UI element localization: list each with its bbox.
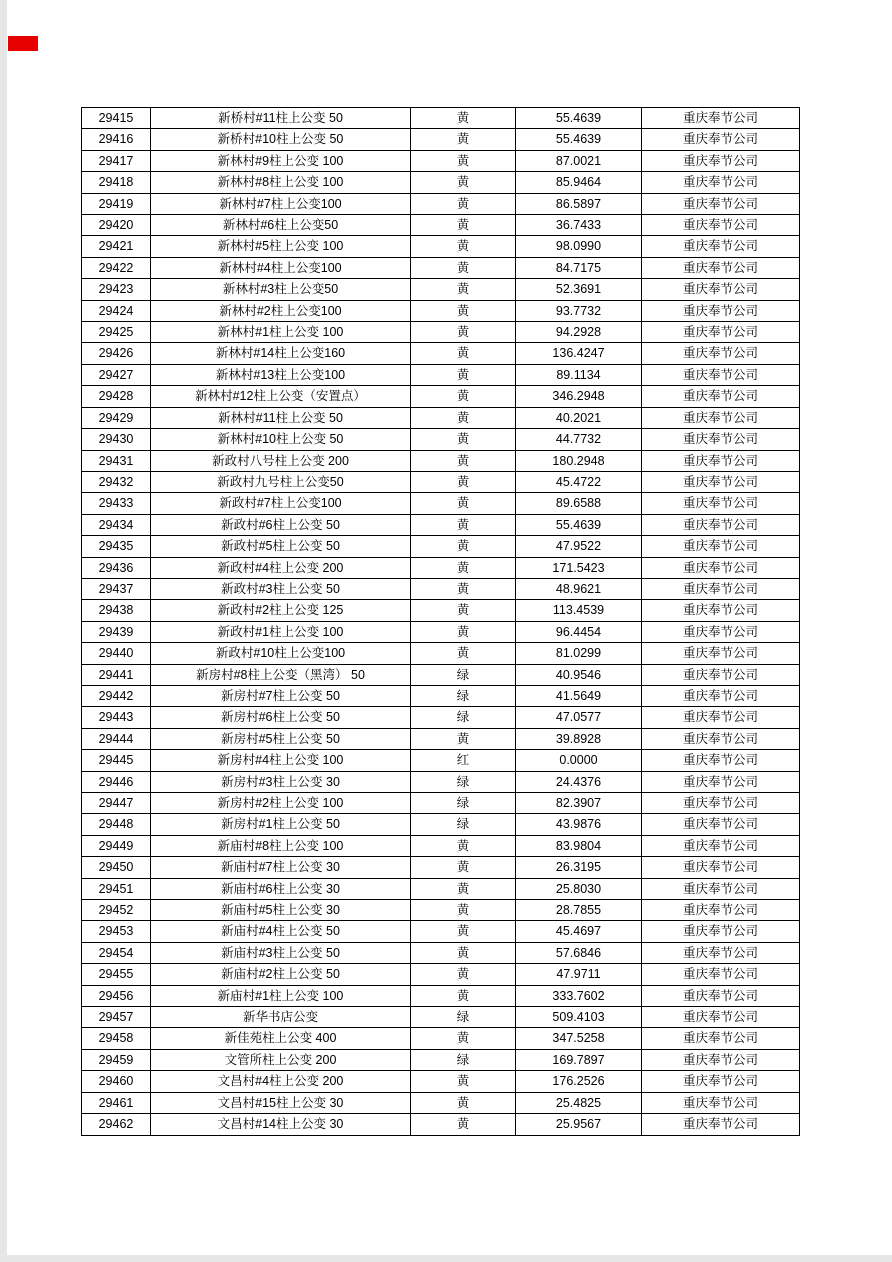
cell-id: 29415 [82,108,151,129]
cell-value: 25.8030 [516,878,642,899]
cell-id: 29431 [82,450,151,471]
cell-status: 黄 [411,728,516,749]
cell-name: 新政村#3柱上公变 50 [151,578,411,599]
cell-status: 黄 [411,257,516,278]
cell-id: 29443 [82,707,151,728]
cell-id: 29447 [82,793,151,814]
cell-name: 新林村#12柱上公变（安置点） [151,386,411,407]
cell-status: 黄 [411,964,516,985]
table-row [82,878,800,899]
table-row [82,300,800,321]
cell-value: 94.2928 [516,322,642,343]
cell-id: 29444 [82,728,151,749]
cell-value: 40.9546 [516,664,642,685]
cell-company: 重庆奉节公司 [642,1114,800,1135]
cell-company: 重庆奉节公司 [642,257,800,278]
cell-company: 重庆奉节公司 [642,557,800,578]
cell-id: 29450 [82,857,151,878]
cell-value: 57.6846 [516,942,642,963]
cell-status: 黄 [411,150,516,171]
cell-company: 重庆奉节公司 [642,985,800,1006]
cell-name: 新政村九号柱上公变50 [151,471,411,492]
cell-status: 黄 [411,1028,516,1049]
cell-status: 绿 [411,771,516,792]
cell-status: 黄 [411,643,516,664]
cell-value: 44.7732 [516,429,642,450]
cell-value: 28.7855 [516,900,642,921]
cell-name: 新房村#7柱上公变 50 [151,685,411,706]
cell-id: 29420 [82,215,151,236]
cell-company: 重庆奉节公司 [642,364,800,385]
cell-id: 29419 [82,193,151,214]
cell-value: 24.4376 [516,771,642,792]
cell-company: 重庆奉节公司 [642,921,800,942]
cell-name: 新房村#4柱上公变 100 [151,750,411,771]
cell-value: 55.4639 [516,514,642,535]
cell-value: 89.1134 [516,364,642,385]
cell-company: 重庆奉节公司 [642,536,800,557]
cell-id: 29432 [82,471,151,492]
cell-id: 29449 [82,835,151,856]
cell-value: 39.8928 [516,728,642,749]
cell-id: 29435 [82,536,151,557]
table-row [82,771,800,792]
cell-company: 重庆奉节公司 [642,236,800,257]
cell-status: 黄 [411,236,516,257]
cell-value: 346.2948 [516,386,642,407]
cell-name: 新林村#13柱上公变100 [151,364,411,385]
table-row [82,643,800,664]
cell-value: 96.4454 [516,621,642,642]
cell-name: 新桥村#11柱上公变 50 [151,108,411,129]
cell-name: 新庙村#1柱上公变 100 [151,985,411,1006]
cell-status: 黄 [411,343,516,364]
cell-company: 重庆奉节公司 [642,129,800,150]
cell-value: 85.9464 [516,172,642,193]
cell-value: 347.5258 [516,1028,642,1049]
cell-status: 黄 [411,471,516,492]
cell-value: 43.9876 [516,814,642,835]
cell-value: 113.4539 [516,600,642,621]
cell-value: 87.0021 [516,150,642,171]
table-row [82,557,800,578]
cell-status: 黄 [411,578,516,599]
cell-value: 55.4639 [516,108,642,129]
table-row [82,257,800,278]
cell-value: 45.4722 [516,471,642,492]
cell-id: 29416 [82,129,151,150]
cell-name: 新林村#1柱上公变 100 [151,322,411,343]
cell-company: 重庆奉节公司 [642,835,800,856]
table-row [82,985,800,1006]
cell-status: 绿 [411,1049,516,1070]
table-row [82,1028,800,1049]
cell-id: 29458 [82,1028,151,1049]
cell-company: 重庆奉节公司 [642,1049,800,1070]
table-row [82,236,800,257]
cell-status: 黄 [411,386,516,407]
cell-value: 86.5897 [516,193,642,214]
cell-value: 47.0577 [516,707,642,728]
cell-status: 黄 [411,279,516,300]
cell-status: 绿 [411,685,516,706]
cell-company: 重庆奉节公司 [642,793,800,814]
cell-status: 黄 [411,900,516,921]
cell-id: 29433 [82,493,151,514]
cell-value: 82.3907 [516,793,642,814]
cell-id: 29446 [82,771,151,792]
cell-value: 41.5649 [516,685,642,706]
cell-status: 绿 [411,664,516,685]
cell-company: 重庆奉节公司 [642,643,800,664]
cell-name: 新政村#1柱上公变 100 [151,621,411,642]
table-row [82,364,800,385]
cell-company: 重庆奉节公司 [642,450,800,471]
cell-company: 重庆奉节公司 [642,150,800,171]
cell-company: 重庆奉节公司 [642,900,800,921]
cell-name: 新房村#5柱上公变 50 [151,728,411,749]
table-row [82,129,800,150]
cell-name: 新政村#6柱上公变 50 [151,514,411,535]
table-row [82,343,800,364]
cell-status: 黄 [411,1092,516,1113]
table-row [82,536,800,557]
cell-name: 新政村#4柱上公变 200 [151,557,411,578]
cell-id: 29429 [82,407,151,428]
cell-company: 重庆奉节公司 [642,664,800,685]
cell-id: 29427 [82,364,151,385]
cell-value: 176.2526 [516,1071,642,1092]
cell-company: 重庆奉节公司 [642,771,800,792]
cell-company: 重庆奉节公司 [642,386,800,407]
cell-value: 81.0299 [516,643,642,664]
cell-id: 29460 [82,1071,151,1092]
cell-id: 29456 [82,985,151,1006]
cell-value: 48.9621 [516,578,642,599]
table-row [82,921,800,942]
cell-value: 45.4697 [516,921,642,942]
cell-id: 29434 [82,514,151,535]
cell-value: 169.7897 [516,1049,642,1070]
cell-status: 黄 [411,514,516,535]
cell-value: 25.4825 [516,1092,642,1113]
cell-status: 黄 [411,1114,516,1135]
cell-company: 重庆奉节公司 [642,471,800,492]
cell-status: 黄 [411,364,516,385]
cell-company: 重庆奉节公司 [642,215,800,236]
cell-id: 29441 [82,664,151,685]
cell-status: 红 [411,750,516,771]
cell-id: 29437 [82,578,151,599]
cell-company: 重庆奉节公司 [642,685,800,706]
cell-status: 黄 [411,193,516,214]
table-row [82,793,800,814]
cell-name: 文昌村#14柱上公变 30 [151,1114,411,1135]
table-row [82,493,800,514]
table-row [82,835,800,856]
cell-status: 黄 [411,985,516,1006]
cell-value: 136.4247 [516,343,642,364]
cell-value: 171.5423 [516,557,642,578]
cell-company: 重庆奉节公司 [642,878,800,899]
cell-value: 47.9711 [516,964,642,985]
table-row [82,279,800,300]
cell-id: 29455 [82,964,151,985]
table-row [82,664,800,685]
cell-value: 89.6588 [516,493,642,514]
cell-status: 绿 [411,707,516,728]
cell-name: 新林村#6柱上公变50 [151,215,411,236]
cell-id: 29423 [82,279,151,300]
cell-company: 重庆奉节公司 [642,728,800,749]
cell-name: 新庙村#5柱上公变 30 [151,900,411,921]
cell-status: 黄 [411,536,516,557]
table-row [82,429,800,450]
cell-company: 重庆奉节公司 [642,857,800,878]
red-marker [8,36,38,51]
cell-status: 黄 [411,172,516,193]
cell-company: 重庆奉节公司 [642,300,800,321]
cell-company: 重庆奉节公司 [642,964,800,985]
cell-value: 36.7433 [516,215,642,236]
cell-id: 29448 [82,814,151,835]
cell-status: 绿 [411,793,516,814]
cell-company: 重庆奉节公司 [642,514,800,535]
table-row [82,857,800,878]
cell-company: 重庆奉节公司 [642,493,800,514]
cell-value: 84.7175 [516,257,642,278]
table-row [82,193,800,214]
cell-value: 0.0000 [516,750,642,771]
cell-status: 黄 [411,322,516,343]
cell-value: 93.7732 [516,300,642,321]
cell-name: 新庙村#4柱上公变 50 [151,921,411,942]
cell-name: 新庙村#3柱上公变 50 [151,942,411,963]
cell-company: 重庆奉节公司 [642,1092,800,1113]
cell-status: 黄 [411,835,516,856]
cell-value: 26.3195 [516,857,642,878]
cell-company: 重庆奉节公司 [642,1007,800,1028]
cell-name: 新房村#8柱上公变（黑湾） 50 [151,664,411,685]
table-row [82,471,800,492]
cell-name: 新政村#7柱上公变100 [151,493,411,514]
cell-status: 黄 [411,857,516,878]
cell-id: 29425 [82,322,151,343]
table-row [82,215,800,236]
cell-company: 重庆奉节公司 [642,750,800,771]
table-row [82,322,800,343]
cell-name: 新林村#4柱上公变100 [151,257,411,278]
table-row [82,942,800,963]
table-row [82,600,800,621]
cell-company: 重庆奉节公司 [642,578,800,599]
cell-name: 新庙村#6柱上公变 30 [151,878,411,899]
cell-company: 重庆奉节公司 [642,407,800,428]
table-row [82,450,800,471]
cell-id: 29445 [82,750,151,771]
cell-status: 黄 [411,129,516,150]
cell-id: 29457 [82,1007,151,1028]
cell-value: 52.3691 [516,279,642,300]
cell-value: 40.2021 [516,407,642,428]
cell-id: 29461 [82,1092,151,1113]
table-row [82,900,800,921]
cell-id: 29454 [82,942,151,963]
cell-status: 黄 [411,300,516,321]
cell-company: 重庆奉节公司 [642,1071,800,1092]
cell-name: 新房村#1柱上公变 50 [151,814,411,835]
cell-id: 29430 [82,429,151,450]
cell-company: 重庆奉节公司 [642,279,800,300]
cell-id: 29442 [82,685,151,706]
cell-status: 黄 [411,108,516,129]
cell-value: 509.4103 [516,1007,642,1028]
cell-name: 新林村#11柱上公变 50 [151,407,411,428]
cell-id: 29451 [82,878,151,899]
cell-id: 29424 [82,300,151,321]
transformer-table-body [82,108,800,1136]
cell-company: 重庆奉节公司 [642,814,800,835]
cell-name: 新林村#7柱上公变100 [151,193,411,214]
cell-id: 29417 [82,150,151,171]
cell-id: 29453 [82,921,151,942]
cell-id: 29418 [82,172,151,193]
cell-name: 新林村#14柱上公变160 [151,343,411,364]
cell-id: 29440 [82,643,151,664]
table-row [82,108,800,129]
table-row [82,150,800,171]
cell-name: 新华书店公变 [151,1007,411,1028]
cell-name: 新政村#5柱上公变 50 [151,536,411,557]
cell-name: 新庙村#7柱上公变 30 [151,857,411,878]
table-row [82,707,800,728]
cell-status: 黄 [411,942,516,963]
cell-status: 黄 [411,557,516,578]
cell-name: 新房村#6柱上公变 50 [151,707,411,728]
cell-status: 黄 [411,450,516,471]
cell-name: 新林村#9柱上公变 100 [151,150,411,171]
cell-company: 重庆奉节公司 [642,343,800,364]
cell-status: 黄 [411,493,516,514]
cell-value: 180.2948 [516,450,642,471]
cell-company: 重庆奉节公司 [642,322,800,343]
table-row [82,1071,800,1092]
cell-name: 新林村#3柱上公变50 [151,279,411,300]
table-row [82,685,800,706]
cell-id: 29422 [82,257,151,278]
table-row [82,1114,800,1135]
cell-id: 29428 [82,386,151,407]
cell-name: 新佳苑柱上公变 400 [151,1028,411,1049]
transformer-table [81,107,800,1136]
cell-status: 绿 [411,1007,516,1028]
cell-value: 333.7602 [516,985,642,1006]
cell-company: 重庆奉节公司 [642,707,800,728]
cell-name: 新政村#10柱上公变100 [151,643,411,664]
cell-name: 新林村#10柱上公变 50 [151,429,411,450]
table-row [82,728,800,749]
cell-company: 重庆奉节公司 [642,193,800,214]
cell-name: 新政村八号柱上公变 200 [151,450,411,471]
cell-company: 重庆奉节公司 [642,942,800,963]
cell-name: 新桥村#10柱上公变 50 [151,129,411,150]
cell-id: 29438 [82,600,151,621]
cell-name: 新林村#2柱上公变100 [151,300,411,321]
cell-company: 重庆奉节公司 [642,172,800,193]
cell-company: 重庆奉节公司 [642,621,800,642]
cell-company: 重庆奉节公司 [642,429,800,450]
cell-status: 黄 [411,429,516,450]
cell-id: 29421 [82,236,151,257]
cell-name: 新林村#8柱上公变 100 [151,172,411,193]
table-row [82,407,800,428]
cell-value: 25.9567 [516,1114,642,1135]
cell-id: 29439 [82,621,151,642]
table-row [82,386,800,407]
cell-value: 98.0990 [516,236,642,257]
table-row [82,750,800,771]
cell-status: 绿 [411,814,516,835]
cell-company: 重庆奉节公司 [642,600,800,621]
cell-name: 新庙村#2柱上公变 50 [151,964,411,985]
cell-company: 重庆奉节公司 [642,108,800,129]
cell-value: 55.4639 [516,129,642,150]
cell-id: 29436 [82,557,151,578]
cell-status: 黄 [411,878,516,899]
cell-id: 29462 [82,1114,151,1135]
cell-name: 新房村#2柱上公变 100 [151,793,411,814]
table-row [82,814,800,835]
cell-company: 重庆奉节公司 [642,1028,800,1049]
table-row [82,1092,800,1113]
table-row [82,1007,800,1028]
cell-status: 黄 [411,921,516,942]
cell-name: 文昌村#4柱上公变 200 [151,1071,411,1092]
cell-value: 47.9522 [516,536,642,557]
table-row [82,172,800,193]
cell-value: 83.9804 [516,835,642,856]
cell-status: 黄 [411,1071,516,1092]
cell-name: 新庙村#8柱上公变 100 [151,835,411,856]
cell-id: 29426 [82,343,151,364]
cell-name: 文昌村#15柱上公变 30 [151,1092,411,1113]
cell-id: 29459 [82,1049,151,1070]
cell-name: 新房村#3柱上公变 30 [151,771,411,792]
cell-id: 29452 [82,900,151,921]
cell-status: 黄 [411,215,516,236]
cell-status: 黄 [411,407,516,428]
cell-name: 文管所柱上公变 200 [151,1049,411,1070]
table-row [82,578,800,599]
table-row [82,964,800,985]
table-row [82,621,800,642]
cell-name: 新林村#5柱上公变 100 [151,236,411,257]
table-row [82,514,800,535]
cell-name: 新政村#2柱上公变 125 [151,600,411,621]
table-row [82,1049,800,1070]
cell-status: 黄 [411,621,516,642]
cell-status: 黄 [411,600,516,621]
